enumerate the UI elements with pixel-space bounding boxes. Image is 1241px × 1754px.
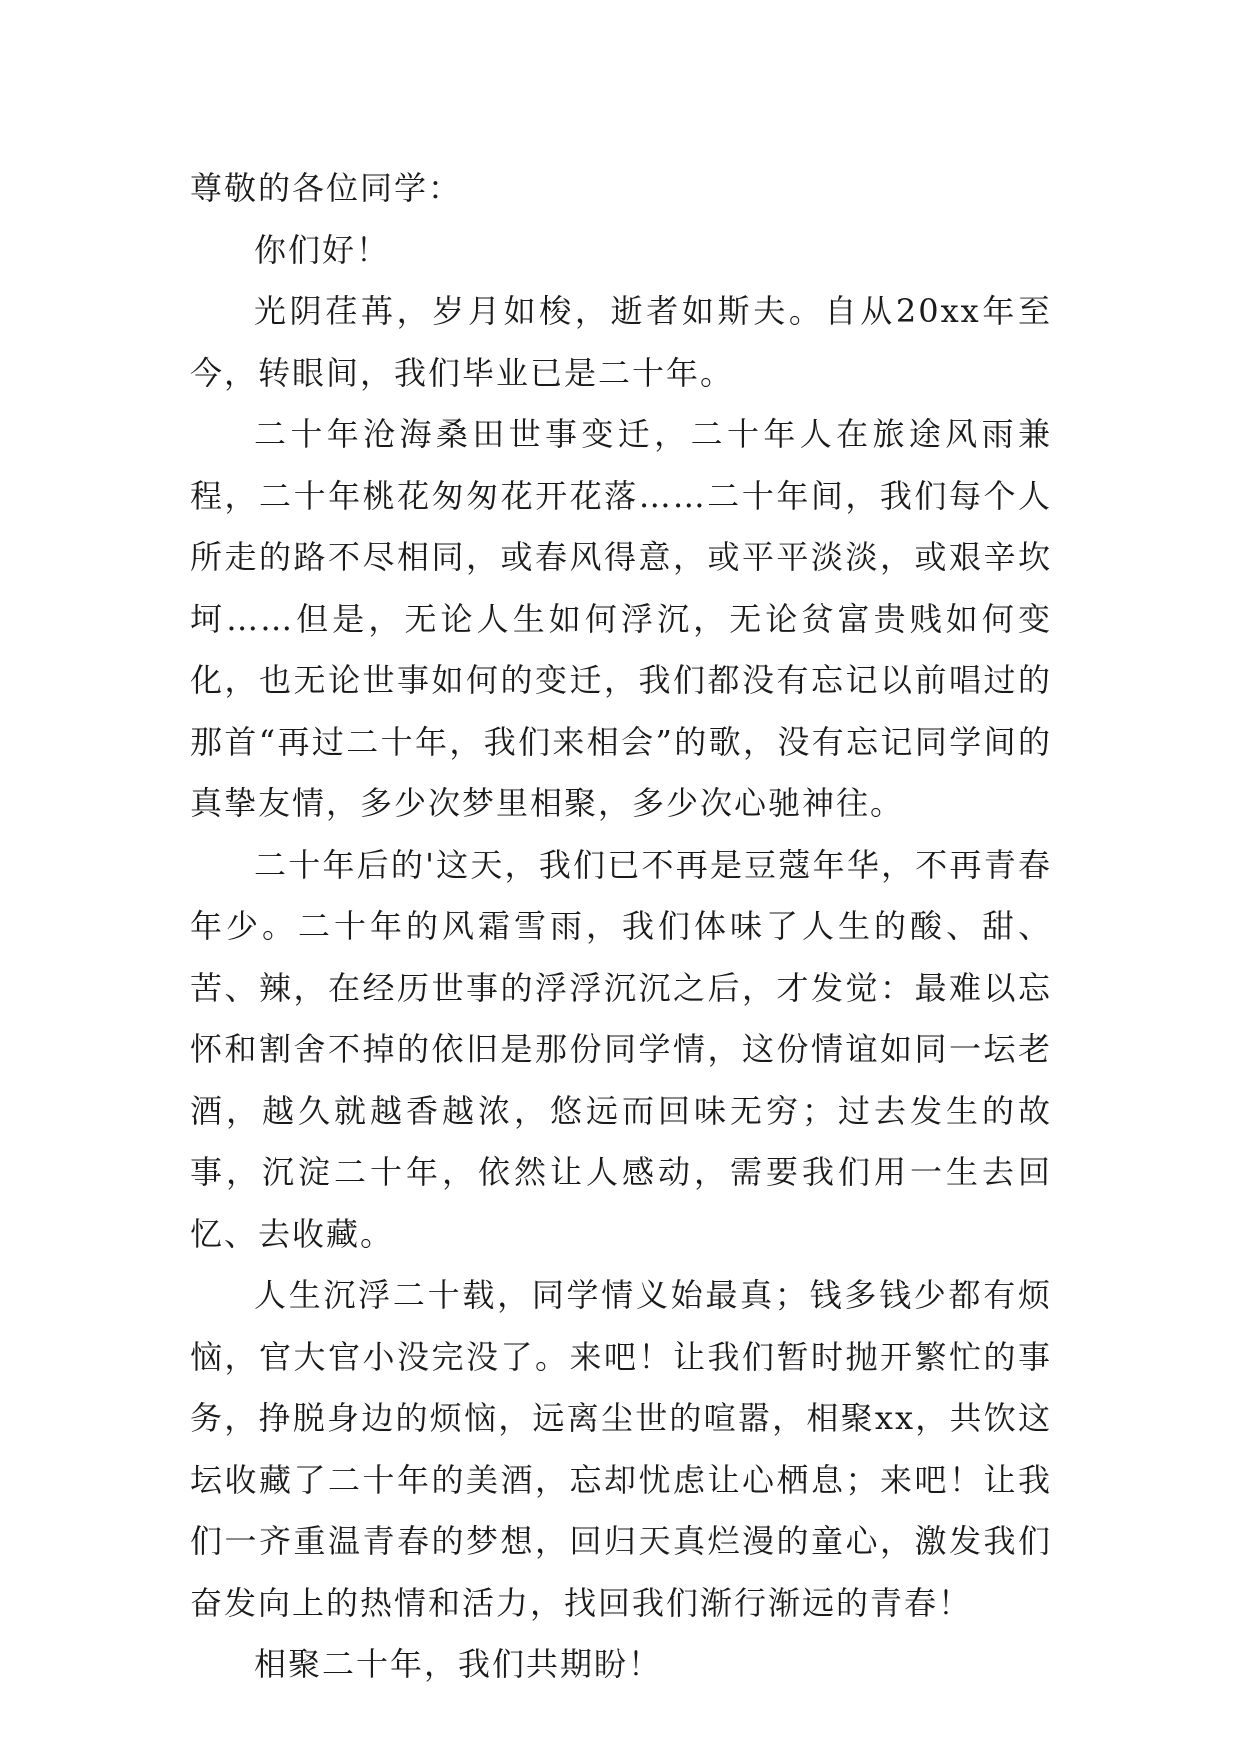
salutation: 尊敬的各位同学： bbox=[190, 169, 463, 207]
paragraph-time-passed: 光阴荏苒，岁月如梭，逝者如斯夫。自从20xx年至今，转眼间，我们毕业已是二十年。 bbox=[190, 292, 1052, 392]
paragraph-twenty-years: 二十年沧海桑田世事变迁，二十年人在旅途风雨兼程，二十年桃花匆匆花开花落……二十年间，我们每个人所走的路不尽相同，或春风得意，或平平淡淡，或艰辛坎坷……但是，无论人生如何浮沉，无论贫富贵贱如何变化，也无论世事如何的变迁，我们都没有忘记以前唱过的那首“再过二十年，我们来相会”的歌，没有忘记同学间的真挚友情，多少次梦里相聚，多少次心驰神往。 bbox=[190, 415, 1052, 822]
paragraph-greeting: 你们好！ bbox=[254, 230, 391, 269]
paragraph-invitation: 人生沉浮二十载，同学情义始最真；钱多钱少都有烦恼，官大官小没完没了。来吧！让我们暂时抛开繁忙的事务，挣脱身边的烦恼，远离尘世的喧嚣，相聚xx，共饮这坛收藏了二十年的美酒，忘却忧虑让心栖息；来吧！让我们一齐重温青春的梦想，回归天真烂漫的童心，激发我们奋发向上的热情和活力，找回我们渐行渐远的青春！ bbox=[190, 1276, 1052, 1622]
letter-body bbox=[190, 158, 1052, 1696]
paragraph-today: 二十年后的'这天，我们已不再是豆蔻年华，不再青春年少。二十年的风霜雪雨，我们体味了人生的酸、甜、苦、辣，在经历世事的浮浮沉沉之后，才发觉：最难以忘怀和割舍不掉的依旧是那份同学情，这份情谊如同一坛老酒，越久就越香越浓，悠远而回味无穷；过去发生的故事，沉淀二十年，依然让人感动，需要我们用一生去回忆、去收藏。 bbox=[190, 845, 1052, 1253]
paragraph-closing: 相聚二十年，我们共期盼！ bbox=[254, 1645, 663, 1683]
